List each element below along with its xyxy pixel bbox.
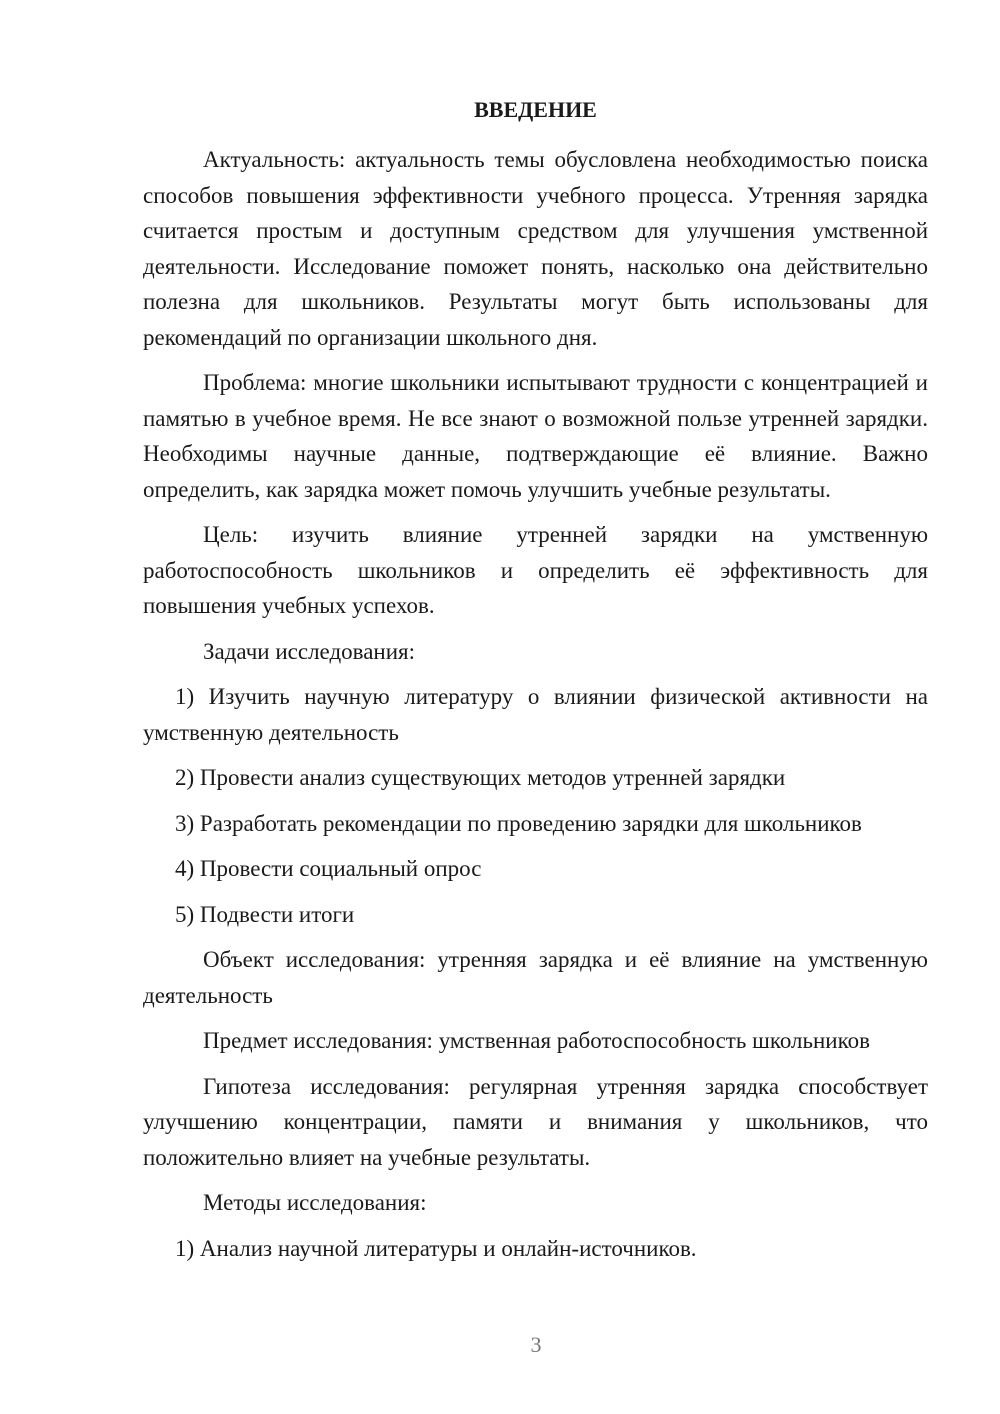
hypothesis-paragraph: Гипотеза исследования: регулярная утренняя зарядка способствует улучшению концентрации, памяти и внимания у школьников, что положительно влияет на учебные результаты. xyxy=(143,1073,928,1170)
goal-paragraph: Цель: изучить влияние утренней зарядки на умственную работоспособность школьников и определить её эффективность для повышения учебных успехов. xyxy=(143,522,928,618)
task-item-1: 1) Изучить научную литературу о влиянии физической активности на умственную деятельность xyxy=(143,684,928,745)
task-item-5: 5) Подвести итоги xyxy=(175,901,355,927)
subject-paragraph: Предмет исследования: умственная работоспособность школьников xyxy=(203,1028,870,1053)
problem-paragraph: Проблема: многие школьники испытывают трудности с концентрацией и памятью в учебное время. Не все знают о возможной пользе утренней зарядки. Необходимы научные данные, подтверждающие её влияние. Важно определить, как зарядка может помочь улучшить учебные результаты. xyxy=(143,370,928,502)
task-item-4: 4) Провести социальный опрос xyxy=(175,856,482,881)
page-number: 3 xyxy=(530,1332,542,1357)
task-item-3: 3) Разработать рекомендации по проведению зарядки для школьников xyxy=(175,810,862,836)
section-title: ВВЕДЕНИЕ xyxy=(474,97,597,122)
document-page xyxy=(143,88,928,1276)
method-item-1: 1) Анализ научной литературы и онлайн-источников. xyxy=(175,1235,697,1261)
object-paragraph: Объект исследования: утренняя зарядка и её влияние на умственную деятельность xyxy=(143,947,928,1008)
methods-heading: Методы исследования: xyxy=(203,1190,427,1215)
relevance-paragraph: Актуальность: актуальность темы обусловлена необходимостью поиска способов повышения эффективности учебного процесса. Утренняя зарядка считается простым и доступным средством для улучшения умственной деятельности. Исследование поможет понять, насколько она действительно полезна для школьников. Результаты могут быть использованы для рекомендаций по организации школьного дня. xyxy=(143,147,928,350)
task-item-2: 2) Провести анализ существующих методов утренней зарядки xyxy=(175,765,786,790)
tasks-heading: Задачи исследования: xyxy=(203,638,416,664)
